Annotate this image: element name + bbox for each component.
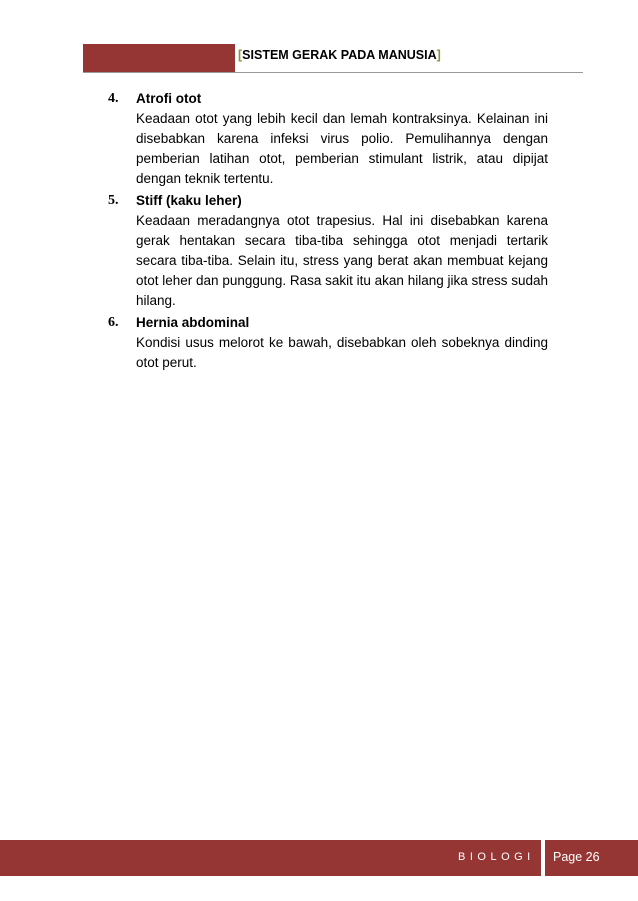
- item-body: Kondisi usus melorot ke bawah, disebabkan oleh sobeknya dinding otot perut.: [136, 335, 548, 370]
- item-title: Stiff (kaku leher): [136, 193, 242, 208]
- item-title: Hernia abdominal: [136, 315, 250, 330]
- page-header-title: [238, 48, 441, 62]
- item-number: 4.: [108, 91, 119, 106]
- list-item: [108, 191, 548, 311]
- page-number: Page 26: [553, 850, 600, 864]
- list-item: [108, 313, 548, 373]
- list-item: [108, 89, 548, 189]
- header-rule: [83, 72, 583, 73]
- item-title: Atrofi otot: [136, 91, 202, 106]
- header-open-bracket: [: [238, 48, 243, 62]
- item-body: Keadaan otot yang lebih kecil dan lemah kontraksinya. Kelainan ini disebabkan karena infeksi virus polio. Pemulihannya dengan pemberian latihan otot, pemberian stimulant listrik, atau dipijat dengan teknik tertentu.: [136, 111, 548, 186]
- footer-subject: BIOLOGI: [458, 851, 535, 863]
- header-accent-bar: [83, 44, 235, 72]
- header-title-text: SISTEM GERAK PADA MANUSIA: [242, 48, 437, 62]
- document-body: [108, 89, 548, 375]
- item-number: 5.: [108, 193, 119, 208]
- header-close-bracket: ]: [436, 48, 441, 62]
- footer-separator: [541, 840, 545, 876]
- item-number: 6.: [108, 315, 119, 330]
- item-body: Keadaan meradangnya otot trapesius. Hal ini disebabkan karena gerak hentakan secara tiba-tiba sehingga otot menjadi tertarik secara tiba-tiba. Selain itu, stress yang berat akan membuat kejang otot leher dan punggung. Rasa sakit itu akan hilang jika stress sudah hilang.: [136, 213, 549, 308]
